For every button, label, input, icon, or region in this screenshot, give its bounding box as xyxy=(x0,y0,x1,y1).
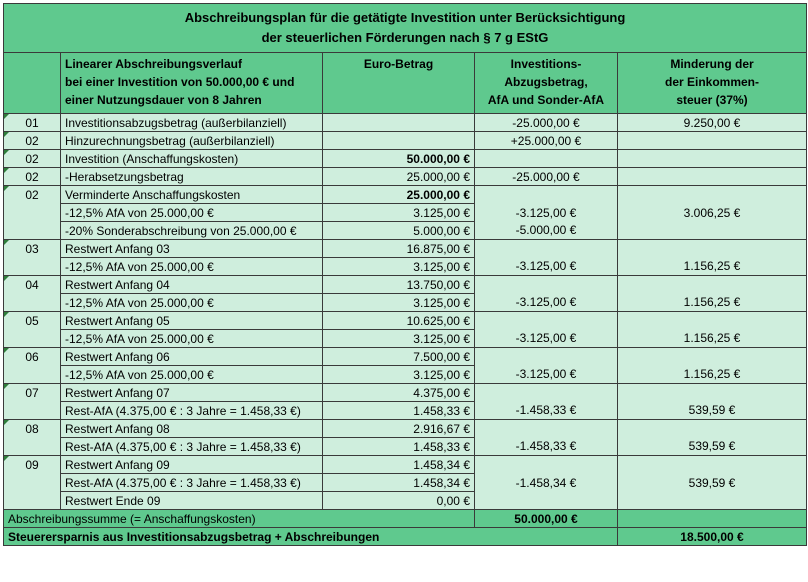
desc-cell[interactable]: -12,5% AfA von 25.000,00 € xyxy=(61,204,323,222)
header-description-cell[interactable] xyxy=(61,53,323,114)
tax-cell[interactable] xyxy=(618,150,807,168)
invest-cell[interactable]: -1.458,33 € xyxy=(475,438,618,456)
header-invest-cell[interactable] xyxy=(475,53,618,114)
table-row xyxy=(4,456,807,474)
header-tax-line-2: der Einkommen- xyxy=(664,75,760,89)
euro-cell[interactable]: 1.458,33 € xyxy=(323,402,475,420)
invest-cell[interactable] xyxy=(475,186,618,204)
year-cell[interactable]: 01 xyxy=(4,114,61,132)
invest-cell[interactable] xyxy=(475,492,618,510)
euro-cell[interactable]: 25.000,00 € xyxy=(323,186,475,204)
year-cell[interactable]: 07 xyxy=(4,384,61,402)
desc-cell[interactable]: Verminderte Anschaffungskosten xyxy=(61,186,323,204)
table-row xyxy=(4,258,807,276)
header-tax-cell[interactable] xyxy=(618,53,807,114)
tax-cell[interactable] xyxy=(618,420,807,438)
year-cell[interactable] xyxy=(4,330,61,348)
header-description-line-2: bei einer Investition von 50.000,00 € und xyxy=(65,75,295,89)
invest-cell[interactable] xyxy=(475,420,618,438)
desc-cell[interactable]: Rest-AfA (4.375,00 € : 3 Jahre = 1.458,33 €) xyxy=(61,438,323,456)
invest-cell[interactable]: -1.458,34 € xyxy=(475,474,618,492)
year-cell[interactable] xyxy=(4,402,61,420)
euro-cell[interactable]: 25.000,00 € xyxy=(323,168,475,186)
tax-cell[interactable] xyxy=(618,240,807,258)
invest-cell[interactable]: +25.000,00 € xyxy=(475,132,618,150)
table-row xyxy=(4,132,807,150)
depreciation-table xyxy=(3,3,807,546)
sum-value-cell[interactable]: 50.000,00 € xyxy=(475,510,618,528)
year-cell[interactable] xyxy=(4,204,61,222)
desc-cell[interactable]: -12,5% AfA von 25.000,00 € xyxy=(61,258,323,276)
euro-cell[interactable]: 3.125,00 € xyxy=(323,330,475,348)
invest-cell[interactable]: -25.000,00 € xyxy=(475,168,618,186)
column-header-row xyxy=(4,53,807,114)
header-invest-line-3: AfA und Sonder-AfA xyxy=(487,93,605,107)
table-row xyxy=(4,186,807,204)
table-row xyxy=(4,420,807,438)
table-row xyxy=(4,330,807,348)
tax-cell[interactable]: 9.250,00 € xyxy=(618,114,807,132)
desc-cell[interactable]: Rest-AfA (4.375,00 € : 3 Jahre = 1.458,33 €) xyxy=(61,402,323,420)
euro-cell[interactable]: 50.000,00 € xyxy=(323,150,475,168)
invest-cell[interactable]: -1.458,33 € xyxy=(475,402,618,420)
desc-cell[interactable]: Restwert Anfang 08 xyxy=(61,420,323,438)
year-cell[interactable]: 02 xyxy=(4,186,61,204)
tax-cell[interactable]: 1.156,25 € xyxy=(618,330,807,348)
table-body xyxy=(4,114,807,510)
table-row xyxy=(4,366,807,384)
header-description-line-1: Linearer Abschreibungsverlauf xyxy=(65,57,242,71)
invest-cell[interactable] xyxy=(475,348,618,366)
table-row xyxy=(4,150,807,168)
year-cell[interactable]: 02 xyxy=(4,132,61,150)
euro-cell[interactable]: 13.750,00 € xyxy=(323,276,475,294)
euro-cell[interactable]: 2.916,67 € xyxy=(323,420,475,438)
tax-cell[interactable] xyxy=(618,168,807,186)
table-title[interactable] xyxy=(4,4,807,53)
tax-cell[interactable]: 539,59 € xyxy=(618,438,807,456)
year-cell[interactable] xyxy=(4,294,61,312)
savings-label-cell[interactable]: Steuerersparnis aus Investitionsabzugsbetrag + Abschreibungen xyxy=(4,528,618,546)
desc-cell[interactable]: -12,5% AfA von 25.000,00 € xyxy=(61,366,323,384)
invest-cell[interactable] xyxy=(475,384,618,402)
table-row xyxy=(4,312,807,330)
year-cell[interactable] xyxy=(4,492,61,510)
euro-cell[interactable]: 16.875,00 € xyxy=(323,240,475,258)
tax-cell[interactable]: 1.156,25 € xyxy=(618,258,807,276)
tax-cell[interactable] xyxy=(618,312,807,330)
year-cell[interactable]: 02 xyxy=(4,168,61,186)
header-euro-cell[interactable] xyxy=(323,53,475,114)
year-cell[interactable]: 02 xyxy=(4,150,61,168)
tax-cell[interactable]: 539,59 € xyxy=(618,474,807,492)
tax-cell[interactable] xyxy=(618,132,807,150)
euro-cell[interactable] xyxy=(323,132,475,150)
year-cell[interactable]: 08 xyxy=(4,420,61,438)
invest-cell[interactable]: -25.000,00 € xyxy=(475,114,618,132)
sum-empty-cell[interactable] xyxy=(618,510,807,528)
invest-cell[interactable] xyxy=(475,150,618,168)
year-cell[interactable]: 06 xyxy=(4,348,61,366)
desc-cell[interactable]: -12,5% AfA von 25.000,00 € xyxy=(61,294,323,312)
invest-cell[interactable] xyxy=(475,312,618,330)
invest-cell[interactable]: -3.125,00 € xyxy=(475,366,618,384)
header-euro-label: Euro-Betrag xyxy=(363,57,434,71)
year-cell[interactable]: 09 xyxy=(4,456,61,474)
desc-cell[interactable]: Restwert Anfang 04 xyxy=(61,276,323,294)
table-row xyxy=(4,384,807,402)
tax-cell[interactable] xyxy=(618,276,807,294)
tax-cell[interactable] xyxy=(618,348,807,366)
invest-cell[interactable] xyxy=(475,240,618,258)
desc-cell[interactable]: -20% Sonderabschreibung von 25.000,00 € xyxy=(61,222,323,240)
euro-cell[interactable]: 4.375,00 € xyxy=(323,384,475,402)
table-row xyxy=(4,294,807,312)
euro-cell[interactable]: 0,00 € xyxy=(323,492,475,510)
table-row xyxy=(4,276,807,294)
desc-cell[interactable]: -Herabsetzungsbetrag xyxy=(61,168,323,186)
header-tax-line-1: Minderung der xyxy=(670,57,754,71)
title-row xyxy=(4,4,807,53)
euro-cell[interactable]: 3.125,00 € xyxy=(323,366,475,384)
desc-cell[interactable]: Restwert Anfang 07 xyxy=(61,384,323,402)
header-year-cell[interactable] xyxy=(4,53,61,114)
invest-cell[interactable] xyxy=(475,456,618,474)
desc-cell[interactable]: Restwert Ende 09 xyxy=(61,492,323,510)
tax-cell[interactable]: 3.006,25 € xyxy=(618,186,807,240)
invest-cell[interactable]: -3.125,00 € xyxy=(475,294,618,312)
euro-cell[interactable] xyxy=(323,114,475,132)
header-invest-line-1: Investitions- xyxy=(510,57,582,71)
title-line-1: Abschreibungsplan für die getätigte Investition unter Berücksichtigung xyxy=(184,10,626,25)
title-line-2: der steuerlichen Förderungen nach § 7 g EStG xyxy=(261,30,549,45)
tax-cell[interactable]: 1.156,25 € xyxy=(618,294,807,312)
year-cell[interactable] xyxy=(4,258,61,276)
desc-cell[interactable]: Restwert Anfang 06 xyxy=(61,348,323,366)
tax-cell[interactable]: 1.156,25 € xyxy=(618,366,807,384)
table-row xyxy=(4,168,807,186)
table-row xyxy=(4,402,807,420)
year-cell[interactable] xyxy=(4,366,61,384)
table-row xyxy=(4,438,807,456)
table-row xyxy=(4,474,807,492)
desc-cell[interactable]: Restwert Anfang 03 xyxy=(61,240,323,258)
desc-cell[interactable]: Restwert Anfang 09 xyxy=(61,456,323,474)
savings-value-cell[interactable]: 18.500,00 € xyxy=(618,528,807,546)
desc-cell[interactable]: Restwert Anfang 05 xyxy=(61,312,323,330)
sum-row xyxy=(4,510,807,528)
savings-row xyxy=(4,528,807,546)
desc-cell[interactable]: Investitionsabzugsbetrag (außerbilanziell) xyxy=(61,114,323,132)
tax-cell[interactable] xyxy=(618,456,807,474)
year-cell[interactable]: 03 xyxy=(4,240,61,258)
table-row xyxy=(4,114,807,132)
header-description-line-3: einer Nutzungsdauer von 8 Jahren xyxy=(65,93,262,107)
desc-cell[interactable]: Investition (Anschaffungskosten) xyxy=(61,150,323,168)
table-row xyxy=(4,492,807,510)
table-row xyxy=(4,240,807,258)
invest-cell[interactable]: -3.125,00 € xyxy=(475,204,618,222)
invest-cell[interactable] xyxy=(475,276,618,294)
euro-cell[interactable]: 10.625,00 € xyxy=(323,312,475,330)
desc-cell[interactable]: Hinzurechnungsbetrag (außerbilanziell) xyxy=(61,132,323,150)
euro-cell[interactable]: 1.458,34 € xyxy=(323,456,475,474)
euro-cell[interactable]: 1.458,34 € xyxy=(323,474,475,492)
year-cell[interactable] xyxy=(4,438,61,456)
year-cell[interactable] xyxy=(4,474,61,492)
sum-label-cell[interactable]: Abschreibungssumme (= Anschaffungskosten) xyxy=(4,510,475,528)
header-tax-line-3: steuer (37%) xyxy=(676,93,748,107)
euro-cell[interactable]: 5.000,00 € xyxy=(323,222,475,240)
tax-cell[interactable]: 539,59 € xyxy=(618,402,807,420)
desc-cell[interactable]: -12,5% AfA von 25.000,00 € xyxy=(61,330,323,348)
desc-cell[interactable]: Rest-AfA (4.375,00 € : 3 Jahre = 1.458,33 €) xyxy=(61,474,323,492)
euro-cell[interactable]: 7.500,00 € xyxy=(323,348,475,366)
invest-cell[interactable]: -3.125,00 € xyxy=(475,258,618,276)
year-cell[interactable]: 04 xyxy=(4,276,61,294)
euro-cell[interactable]: 3.125,00 € xyxy=(323,204,475,222)
invest-cell[interactable]: -3.125,00 € xyxy=(475,330,618,348)
euro-cell[interactable]: 3.125,00 € xyxy=(323,294,475,312)
tax-cell[interactable] xyxy=(618,492,807,510)
tax-cell[interactable] xyxy=(618,384,807,402)
invest-cell[interactable]: -5.000,00 € xyxy=(475,222,618,240)
year-cell[interactable]: 05 xyxy=(4,312,61,330)
euro-cell[interactable]: 1.458,33 € xyxy=(323,438,475,456)
table-row xyxy=(4,348,807,366)
euro-cell[interactable]: 3.125,00 € xyxy=(323,258,475,276)
header-invest-line-2: Abzugsbetrag, xyxy=(504,75,588,89)
year-cell[interactable] xyxy=(4,222,61,240)
